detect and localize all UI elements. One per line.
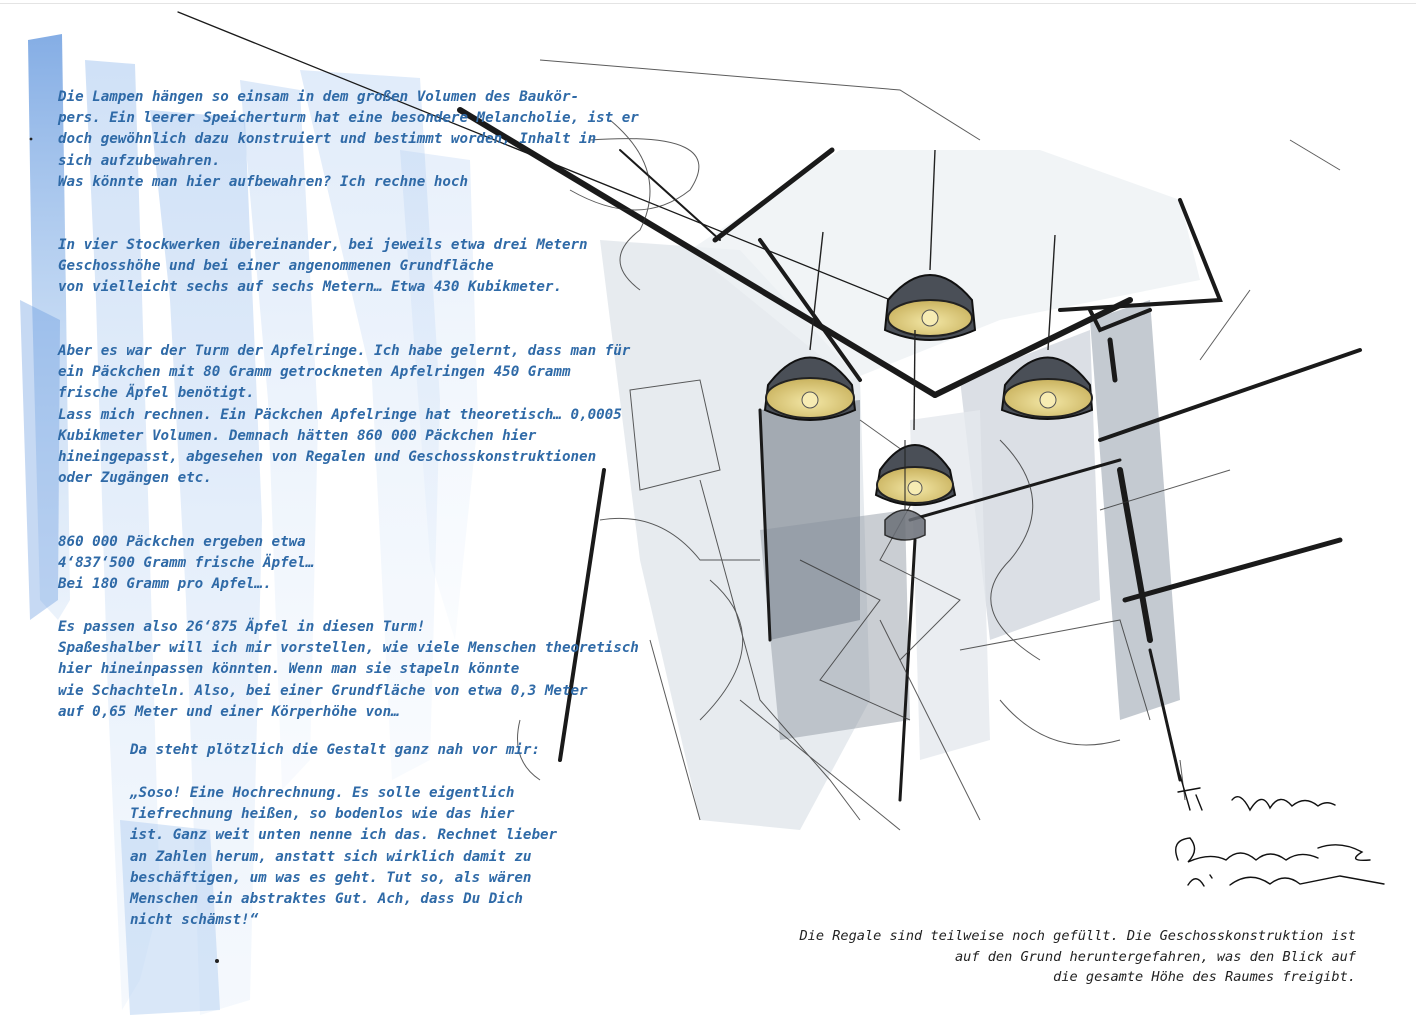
paragraph-lamps: Die Lampen hängen so einsam in dem großen Volumen des Baukör- pers. Ein leerer Speicherturm hat eine besondere Melancholie, ist er doch gewöhnlich dazu konstruiert und bestimmt worden, Inhalt in sich aufzubewahren. Was könnte man hier aufbewahren? Ich rechne hoch (58, 89, 639, 190)
paragraph-packages: 860 000 Päckchen ergeben etwa 4‘837‘500 Gramm frische Äpfel… Bei 180 Gramm pro Apfel…. (58, 534, 315, 593)
paragraph-figure-appears: Da steht plötzlich die Gestalt ganz nah vor mir: (130, 742, 540, 758)
paragraph-apples: Es passen also 26‘875 Äpfel in diesen Turm! Spaßeshalber will ich mir vorstellen, wie viele Menschen theoretisch hier hineinpassen könnten. Wenn man sie stapeln könnte wie Schachteln. Also, bei einer Grundfläche von etwa 0,3 Meter auf 0,65 Meter und einer Körperhöhe von… (58, 619, 639, 720)
paragraph-volume: In vier Stockwerken übereinander, bei jeweils etwa drei Metern Geschosshöhe und bei einer angenommenen Grundfläche von vielleicht sechs auf sechs Metern… Etwa 430 Kubikmeter. (58, 237, 588, 296)
handwritten-signature (1176, 775, 1384, 886)
quote-figure: „Soso! Eine Hochrechnung. Es solle eigentlich Tiefrechnung heißen, so bodenlos wie das hier ist. Ganz weit unten nenne ich das. Rechnet lieber an Zahlen herum, anstatt sich wirklich damit zu beschäftigen, um was es geht. Tut so, als wären Menschen ein abstraktes Gut. Ach, dass Du Dich nicht schämst!“ (130, 785, 558, 929)
paragraph-apple-rings: Aber es war der Turm der Apfelringe. Ich habe gelernt, dass man für ein Päckchen mit 80 Gramm getrockneten Apfelringen 450 Gramm frische Äpfel benötigt. Lass mich rechnen. Ein Päckchen Apfelringe hat theoretisch… 0,0005 Kubikmeter Volumen. Demnach hätten 860 000 Päckchen hier hineingepasst, abgesehen von Regalen und Geschosskonstruktionen oder Zugängen etc. (58, 343, 631, 487)
sketch-caption: Die Regale sind teilweise noch gefüllt. Die Geschosskonstruktion ist auf den Grund heruntergefahren, was den Blick auf die gesamte Höhe des Raumes freigibt. (799, 928, 1356, 985)
